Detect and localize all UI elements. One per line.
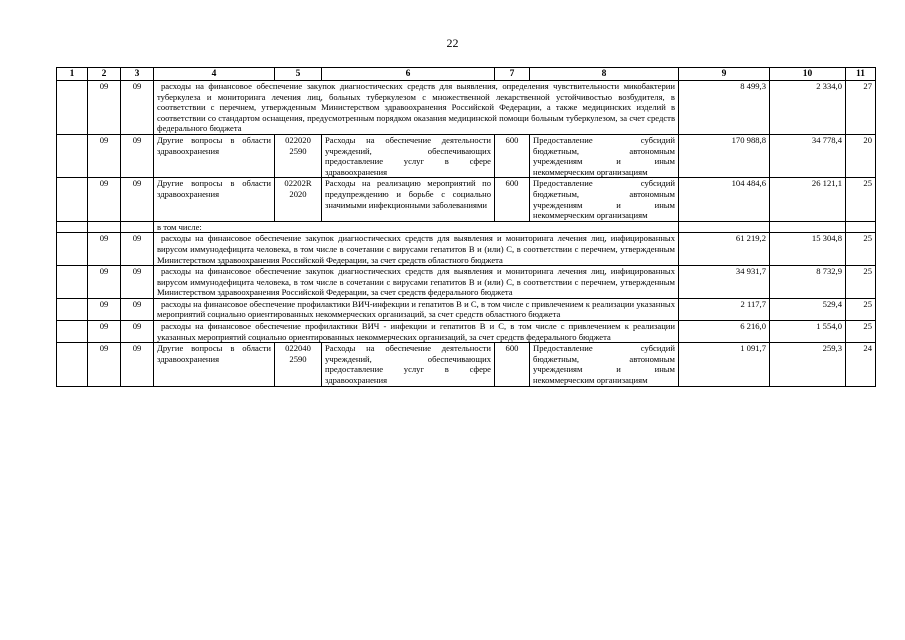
row-number-cell xyxy=(57,343,88,386)
target-name-cell: Расходы на реализацию мероприятий по предупреждению и борьбе с социально значимыми инфекционными заболеваниями xyxy=(322,178,495,221)
expense-description-cell: расходы на финансовое обеспечение закупок диагностических средств для выявления и мониторинга лечения лиц, инфицированных вирусом иммунодефицита человека, в том числе в сочетании с вирусами гепатитов В и (или) С, в соответствии с перечнем, утвержденным Министерством здравоохранения Российской Федерации, за счет средств федерального бюджета xyxy=(154,266,679,299)
column-header: 10 xyxy=(770,68,846,81)
section-name-cell: Другие вопросы в области здравоохранения xyxy=(154,178,275,221)
target-code-cell: 022040 2590 xyxy=(275,343,322,386)
expense-type-code-cell: 600 xyxy=(495,134,530,177)
section-code-cell: 09 xyxy=(88,134,121,177)
section-code-cell: 09 xyxy=(88,81,121,135)
percent-cell: 25 xyxy=(846,298,876,320)
subsection-code-cell: 09 xyxy=(121,298,154,320)
expense-description-cell: расходы на финансовое обеспечение закупок диагностических средств для выявления и мониторинга лечения лиц, инфицированных вирусом иммунодефицита человека, в том числе в сочетании с вирусами гепатитов В и (или) С, в соответствии с перечнем, утвержденным Министерством здравоохранения Российской Федерации, за счет средств областного бюджета xyxy=(154,233,679,266)
table-row xyxy=(57,178,876,221)
amount-cell xyxy=(679,221,770,233)
target-name-cell: Расходы на обеспечение деятельности учреждений, обеспечивающих предоставление услуг в сфере здравоохранения xyxy=(322,343,495,386)
percent-cell: 20 xyxy=(846,134,876,177)
amount-cell xyxy=(770,221,846,233)
subsection-code-cell: 09 xyxy=(121,266,154,299)
percent-cell: 24 xyxy=(846,343,876,386)
amount-cell: 15 304,8 xyxy=(770,233,846,266)
table-row xyxy=(57,266,876,299)
row-number-cell xyxy=(57,298,88,320)
expense-type-code-cell: 600 xyxy=(495,178,530,221)
budget-table xyxy=(56,67,876,387)
table-row xyxy=(57,321,876,343)
amount-cell: 61 219,2 xyxy=(679,233,770,266)
table-row xyxy=(57,343,876,386)
subsection-code-cell: 09 xyxy=(121,178,154,221)
row-number-cell xyxy=(57,221,88,233)
table-row xyxy=(57,221,876,233)
amount-cell: 6 216,0 xyxy=(679,321,770,343)
column-header: 7 xyxy=(495,68,530,81)
percent-cell xyxy=(846,221,876,233)
subsection-code-cell: 09 xyxy=(121,343,154,386)
row-number-cell xyxy=(57,233,88,266)
column-header: 11 xyxy=(846,68,876,81)
expense-description-cell: расходы на финансовое обеспечение профилактики ВИЧ - инфекции и гепатитов В и С, в том числе с привлечением к реализации указанных мероприятий социально ориентированных некоммерческих организаций, за счет средств федерального бюджета xyxy=(154,321,679,343)
amount-cell: 26 121,1 xyxy=(770,178,846,221)
amount-cell: 170 988,8 xyxy=(679,134,770,177)
column-header: 5 xyxy=(275,68,322,81)
section-code-cell: 09 xyxy=(88,233,121,266)
row-number-cell xyxy=(57,81,88,135)
section-code-cell: 09 xyxy=(88,343,121,386)
subsection-code-cell: 09 xyxy=(121,321,154,343)
table-row xyxy=(57,298,876,320)
expense-description-cell: расходы на финансовое обеспечение закупок диагностических средств для выявления, определения чувствительности микобактерии туберкулеза и мониторинга лечения лиц, больных туберкулезом с множественной лекарственной устойчивостью возбудителя, в соответствии с перечнем, утвержденным Министерством здравоохранения Российской Федерации, а также медицинских изделий в соответствии со стандартом оснащения, предусмотренным порядком оказания медицинской помощи больным туберкулезом, за счет средств федерального бюджета xyxy=(154,81,679,135)
amount-cell: 8 732,9 xyxy=(770,266,846,299)
column-header: 8 xyxy=(530,68,679,81)
section-name-cell: Другие вопросы в области здравоохранения xyxy=(154,343,275,386)
amount-cell: 259,3 xyxy=(770,343,846,386)
amount-cell: 2 334,0 xyxy=(770,81,846,135)
table-row xyxy=(57,81,876,135)
page-number: 22 xyxy=(446,36,459,50)
amount-cell: 1 091,7 xyxy=(679,343,770,386)
percent-cell: 25 xyxy=(846,266,876,299)
header-row xyxy=(57,68,876,81)
section-name-cell: Другие вопросы в области здравоохранения xyxy=(154,134,275,177)
expense-type-name-cell: Предоставление субсидий бюджетным, автономным учреждениям и иным некоммерческим организациям xyxy=(530,178,679,221)
target-code-cell: 02202R 2020 xyxy=(275,178,322,221)
target-name-cell: Расходы на обеспечение деятельности учреждений, обеспечивающих предоставление услуг в сфере здравоохранения xyxy=(322,134,495,177)
expense-type-name-cell: Предоставление субсидий бюджетным, автономным учреждениям и иным некоммерческим организациям xyxy=(530,134,679,177)
table-row xyxy=(57,134,876,177)
percent-cell: 25 xyxy=(846,233,876,266)
target-code-cell: 022020 2590 xyxy=(275,134,322,177)
subsection-code-cell: 09 xyxy=(121,233,154,266)
subsection-code-cell xyxy=(121,221,154,233)
row-number-cell xyxy=(57,134,88,177)
amount-cell: 2 117,7 xyxy=(679,298,770,320)
column-header: 4 xyxy=(154,68,275,81)
expense-type-name-cell: Предоставление субсидий бюджетным, автономным учреждениям и иным некоммерческим организациям xyxy=(530,343,679,386)
section-code-cell: 09 xyxy=(88,266,121,299)
subsection-code-cell: 09 xyxy=(121,81,154,135)
percent-cell: 25 xyxy=(846,321,876,343)
table-row xyxy=(57,233,876,266)
percent-cell: 27 xyxy=(846,81,876,135)
amount-cell: 529,4 xyxy=(770,298,846,320)
section-code-cell: 09 xyxy=(88,178,121,221)
percent-cell: 25 xyxy=(846,178,876,221)
subsection-code-cell: 09 xyxy=(121,134,154,177)
column-header: 6 xyxy=(322,68,495,81)
section-code-cell xyxy=(88,221,121,233)
row-number-cell xyxy=(57,178,88,221)
subheader-cell: в том числе: xyxy=(154,221,679,233)
row-number-cell xyxy=(57,266,88,299)
amount-cell: 34 931,7 xyxy=(679,266,770,299)
amount-cell: 104 484,6 xyxy=(679,178,770,221)
column-header: 2 xyxy=(88,68,121,81)
expense-description-cell: расходы на финансовое обеспечение профилактики ВИЧ-инфекции и гепатитов В и С, в том числе с привлечением к реализации указанных мероприятий социально ориентированных некоммерческих организаций, за счет средств областного бюджета xyxy=(154,298,679,320)
column-header: 3 xyxy=(121,68,154,81)
section-code-cell: 09 xyxy=(88,321,121,343)
amount-cell: 1 554,0 xyxy=(770,321,846,343)
section-code-cell: 09 xyxy=(88,298,121,320)
column-header: 1 xyxy=(57,68,88,81)
expense-type-code-cell: 600 xyxy=(495,343,530,386)
row-number-cell xyxy=(57,321,88,343)
column-header: 9 xyxy=(679,68,770,81)
amount-cell: 8 499,3 xyxy=(679,81,770,135)
amount-cell: 34 778,4 xyxy=(770,134,846,177)
